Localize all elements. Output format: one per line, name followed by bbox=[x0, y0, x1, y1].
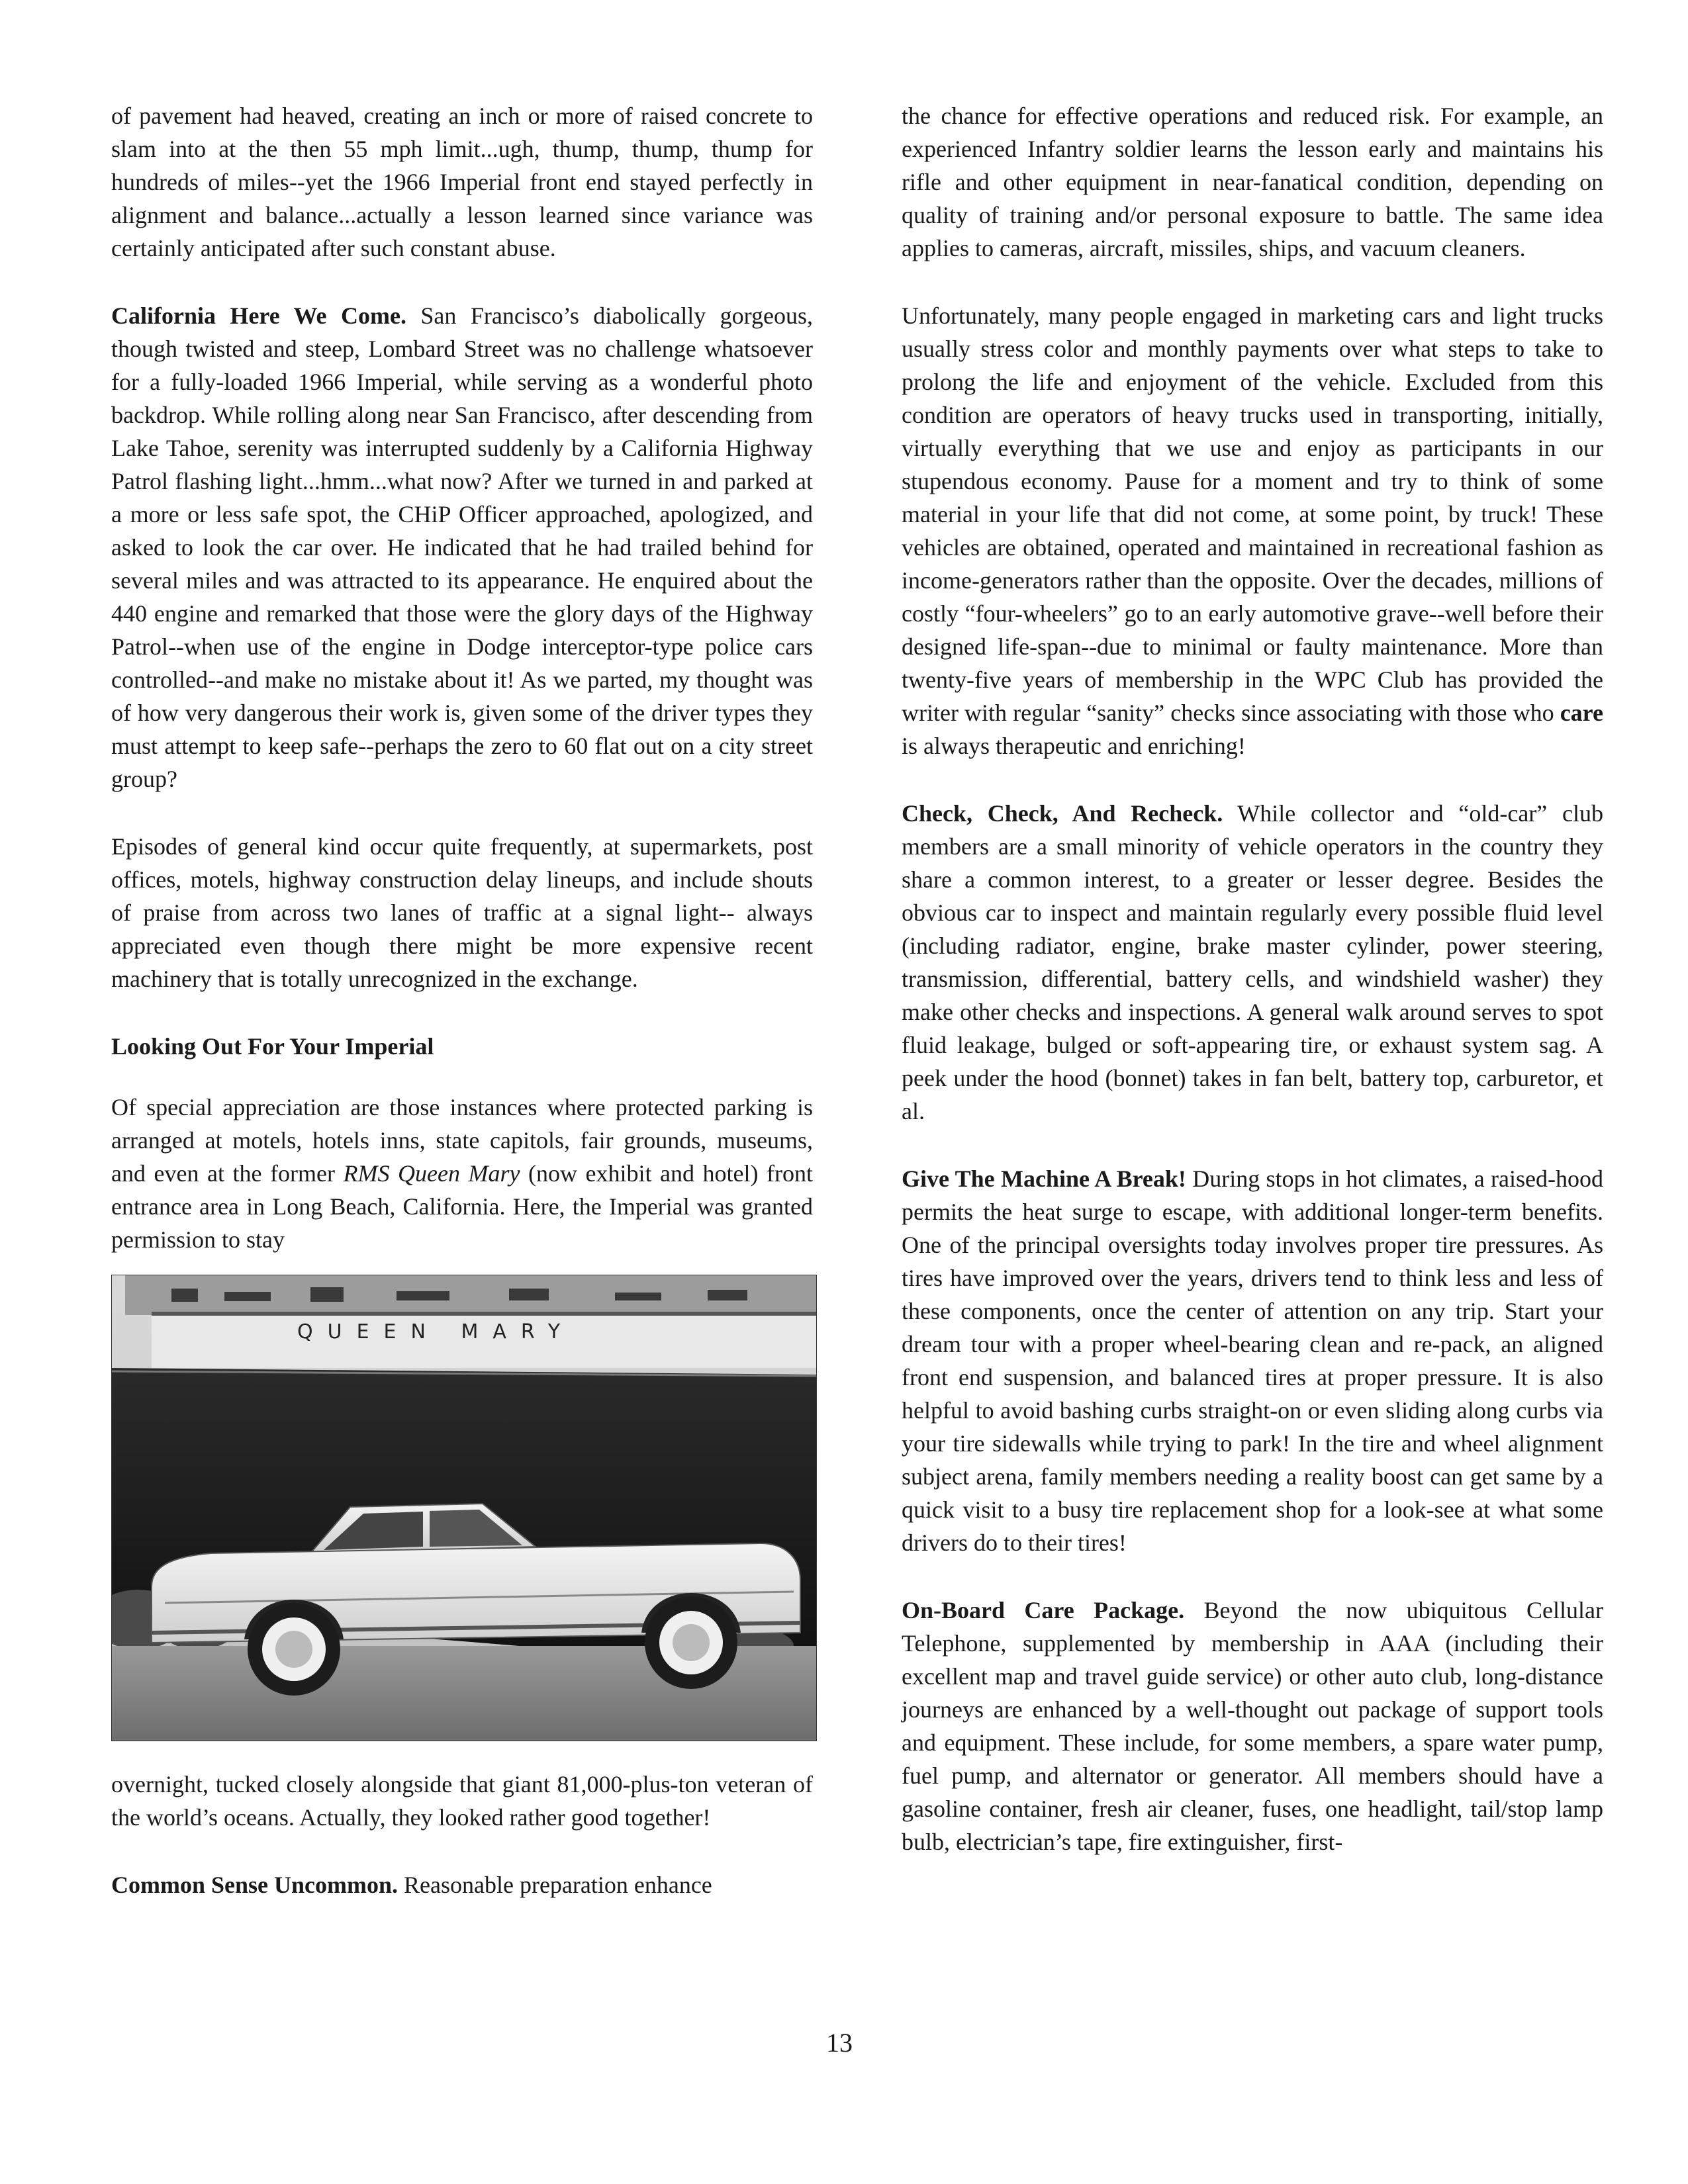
paragraph-california-body: San Francisco’s diabolically gorgeous, though twisted and steep, Lombard Street was no challenge whatsoever for a fully-loaded 1966 Imperial, while serving as a wonderful photo backdrop. While rolling along near San Francisco, after descending from Lake Tahoe, serenity was interrupted suddenly by a California Highway Patrol flashing light...hmm...what now? After we turned in and parked at a more or less safe spot, the CHiP Officer approached, apologized, and asked to look the car over. He indicated that he had trailed behind for several miles and was attracted to its appearance. He enquired about the 440 engine and remarked that those were the glory days of the Highway Patrol--when use of the engine in Dodge interceptor-type police cars controlled--and make no mistake about it! As we parted, my thought was of how very dangerous their work is, given some of the driver types they must attempt to keep safe--perhaps the zero to 60 flat out on a city street group? bbox=[111, 302, 813, 792]
paragraph-pavement: of pavement had heaved, creating an inch or more of raised concrete to slam into at the then 55 mph limit...ugh, thump, thump, thump for hundreds of miles--yet the 1966 Imperial front end stayed perfectly in alignment and balance...actually a lesson learned since variance was certainly anticipated after such constant abuse. bbox=[111, 103, 813, 261]
ship-lettering: QUEEN MARY bbox=[297, 1320, 575, 1343]
paragraph-care-package-body: Beyond the now ubiquitous Cellular Telephone, supplemented by membership in AAA (including their excellent map and travel guide service) or other auto club, long-distance journeys are enhanced by a well-thought out package of support tools and equipment. These include, for some members, a spare water pump, fuel pump, and alternator or generator. All members should have a gasoline container, fresh air cleaner, fuses, one headlight, tail/stop lamp bulb, electrician’s tape, fire extinguisher, first- bbox=[902, 1597, 1604, 1855]
paragraph-common-sense-body: Reasonable preparation enhance bbox=[398, 1872, 712, 1898]
paragraph-effective-operations: the chance for effective operations and reduced risk. For example, an experienced Infantry soldier learns the lesson early and maintains his rifle and other equipment in near-fanatical condition, depending on quality of training and/or personal exposure to battle. The same idea applies to cameras, aircraft, missiles, ships, and vacuum cleaners. bbox=[902, 103, 1603, 261]
run-in-heading-care-package: On-Board Care Package. bbox=[902, 1597, 1185, 1623]
paragraph-california bbox=[111, 299, 813, 796]
paragraph-unfortunately-b: is always therapeutic and enriching! bbox=[902, 733, 1246, 759]
paragraph-unfortunately bbox=[902, 299, 1603, 762]
run-in-heading-give-break: Give The Machine A Break! bbox=[902, 1165, 1186, 1192]
emphasis-care: care bbox=[1560, 700, 1603, 726]
run-in-heading-california: California Here We Come. bbox=[111, 302, 406, 329]
run-in-heading-common-sense: Common Sense Uncommon. bbox=[111, 1872, 399, 1898]
page-number: 13 bbox=[826, 2028, 853, 2058]
paragraph-check-recheck bbox=[902, 797, 1603, 1128]
paragraph-episodes: Episodes of general kind occur quite frequently, at supermarkets, post offices, motels, highway construction delay lineups, and include shouts of praise from across two lanes of traffic at a signal light-- always appreciated even though there might be more expensive recent machinery that is totally unrecognized in the exchange. bbox=[111, 833, 813, 992]
left-column bbox=[111, 99, 813, 1901]
paragraph-care-package bbox=[902, 1594, 1603, 1858]
paragraph-special-appreciation-b: (now exhibit and hotel) front entrance area in Long Beach, California. Here, the Imperial was granted permission to stay bbox=[111, 1160, 813, 1253]
right-column bbox=[902, 99, 1603, 1858]
paragraph-special-appreciation bbox=[111, 1091, 813, 1256]
paragraph-common-sense bbox=[111, 1868, 813, 1901]
section-heading-looking-out: Looking Out For Your Imperial bbox=[111, 1033, 434, 1060]
paragraph-check-body: While collector and “old-car” club members are a small minority of vehicle operators in the country they share a common interest, to a greater or lesser degree. Besides the obvious car to inspect and maintain regularly every possible fluid level (including radiator, engine, brake master cylinder, power steering, transmission, differential, battery cells, and windshield washer) they make other checks and inspections. A general walk around serves to spot fluid leakage, bulged or soft-appearing tire, or exhaust system sag. A peek under the hood (bonnet) takes in fan belt, battery top, carburetor, et al. bbox=[902, 800, 1603, 1124]
photo-imperial-queen-mary bbox=[111, 1275, 817, 1741]
ship-name: RMS Queen Mary bbox=[343, 1160, 520, 1187]
paragraph-give-break-body: During stops in hot climates, a raised-hood permits the heat surge to escape, with additional longer-term benefits. One of the principal oversights today involves proper tire pressures. As tires have improved over the years, drivers tend to think less and less of these components, once the center of attention on any trip. Start your dream tour with a proper wheel-bearing clean and re-pack, an aligned front end suspension, and balanced tires at proper pressure. It is also helpful to avoid bashing curbs straight-on or even sliding along curbs via your tire sidewalls while trying to park! In the tire and wheel alignment subject arena, family members needing a reality boost can get same by a quick visit to a busy tire replacement shop for a look-see at what some drivers do to their tires! bbox=[902, 1165, 1604, 1556]
paragraph-special-appreciation-a: Of special appreciation are those instances where protected parking is arranged at motels, hotels inns, state capitols, fair grounds, museums, and even at the former bbox=[111, 1094, 813, 1187]
run-in-heading-check: Check, Check, And Recheck. bbox=[902, 800, 1223, 827]
paragraph-give-break bbox=[902, 1162, 1603, 1559]
paragraph-overnight: overnight, tucked closely alongside that giant 81,000-plus-ton veteran of the world’s oceans. Actually, they looked rather good together! bbox=[111, 1771, 813, 1831]
paragraph-unfortunately-a: Unfortunately, many people engaged in marketing cars and light trucks usually stress color and monthly payments over what steps to take to prolong the life and enjoyment of the vehicle. Excluded from this condition are operators of heavy trucks used in transporting, initially, virtually everything that we use and enjoy as participants in our stupendous economy. Pause for a moment and try to think of some material in your life that did not come, at some point, by truck! These vehicles are obtained, operated and maintained in recreational fashion as income-generators rather than the opposite. Over the decades, millions of costly “four-wheelers” go to an early automotive grave--well before their designed life-span--due to minimal or faulty maintenance. More than twenty-five years of membership in the WPC Club has provided the writer with regular “sanity” checks since associating with those who bbox=[902, 302, 1603, 726]
